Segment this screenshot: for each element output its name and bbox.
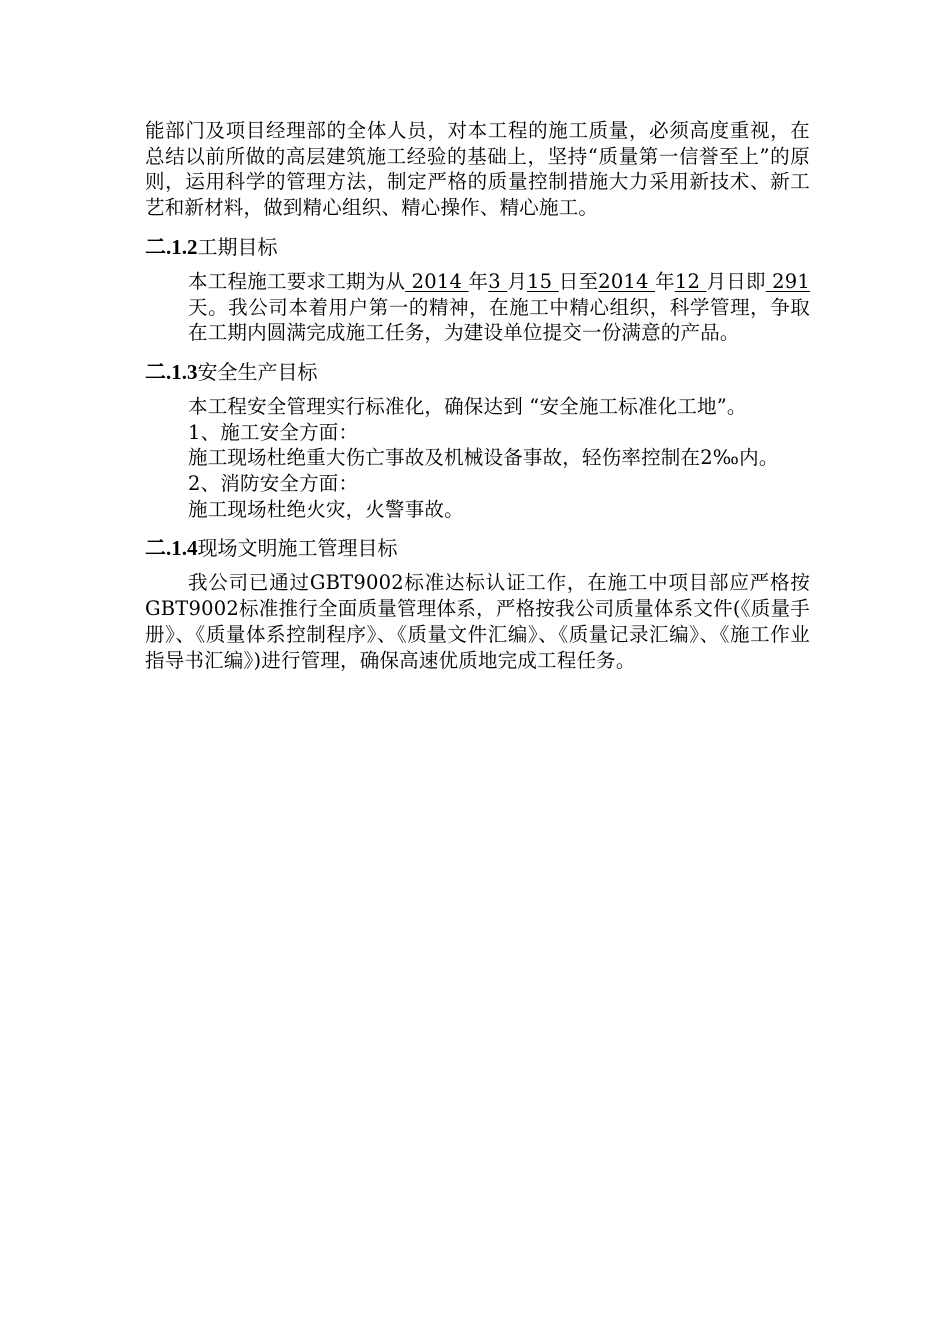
safety-item-1-text: 施工现场杜绝重大伤亡事故及机械设备事故，轻伤率控制在2‰内。 [188, 446, 779, 470]
month-day-label: 月日即 [706, 269, 766, 293]
month-label: 月 [507, 269, 528, 293]
section-title: 安全生产目标 [197, 359, 318, 384]
section-heading-civilized-construction [145, 535, 810, 561]
start-month: 3 [488, 269, 508, 293]
civilized-construction-paragraph: 我公司已通过GBT9002标准达标认证工作，在施工中项目部应严格按GBT9002标准推行全面质量管理体系，严格按我公司质量体系文件(《质量手册》、《质量体系控制程序》、《质量文件汇编》、《质量记录汇编》、《施工作业指导书汇编》)进行管理，确保高速优质地完成工程任务。 [145, 571, 810, 672]
schedule-paragraph [145, 269, 810, 346]
safety-item-2-text: 施工现场杜绝火灾，火警事故。 [188, 497, 464, 521]
intro-paragraph: 能部门及项目经理部的全体人员，对本工程的施工质量，必须高度重视，在总结以前所做的高层建筑施工经验的基础上，坚持“质量第一信誉至上”的原则，运用科学的管理方法，制定严格的质量控制措施大力采用新技术、新工艺和新材料，做到精心组织、精心操作、精心施工。 [145, 119, 810, 220]
safety-item-2-title: 2、消防安全方面： [188, 472, 359, 496]
section-title: 现场文明施工管理目标 [197, 536, 398, 561]
day-to-label: 日至 [558, 269, 599, 293]
year-label: 年 [468, 269, 489, 293]
section-number: 二.1.2 [145, 234, 198, 259]
start-day: 15 [527, 269, 559, 293]
safety-paragraph: 本工程安全管理实行标准化，确保达到 “安全施工标准化工地”。 [188, 394, 747, 418]
section-number: 二.1.3 [145, 359, 198, 384]
schedule-suffix: 天。我公司本着用户第一的精神，在施工中精心组织，科学管理，争取在工期内圆满完成施工任务，为建设单位提交一份满意的产品。 [188, 295, 810, 345]
document-body [145, 118, 810, 673]
section-title: 工期目标 [197, 234, 278, 259]
end-month: 12 [674, 269, 707, 293]
year-label: 年 [655, 269, 675, 293]
section-number: 二.1.4 [145, 536, 198, 561]
safety-item-1-title: 1、施工安全方面： [188, 420, 359, 444]
end-year: 2014 [598, 269, 656, 293]
duration-days: 291 [765, 269, 810, 293]
section-heading-safety [145, 359, 810, 385]
section-heading-schedule [145, 234, 810, 260]
schedule-prefix: 本工程施工要求工期为从 [188, 269, 406, 293]
start-year: 2014 [405, 269, 469, 293]
